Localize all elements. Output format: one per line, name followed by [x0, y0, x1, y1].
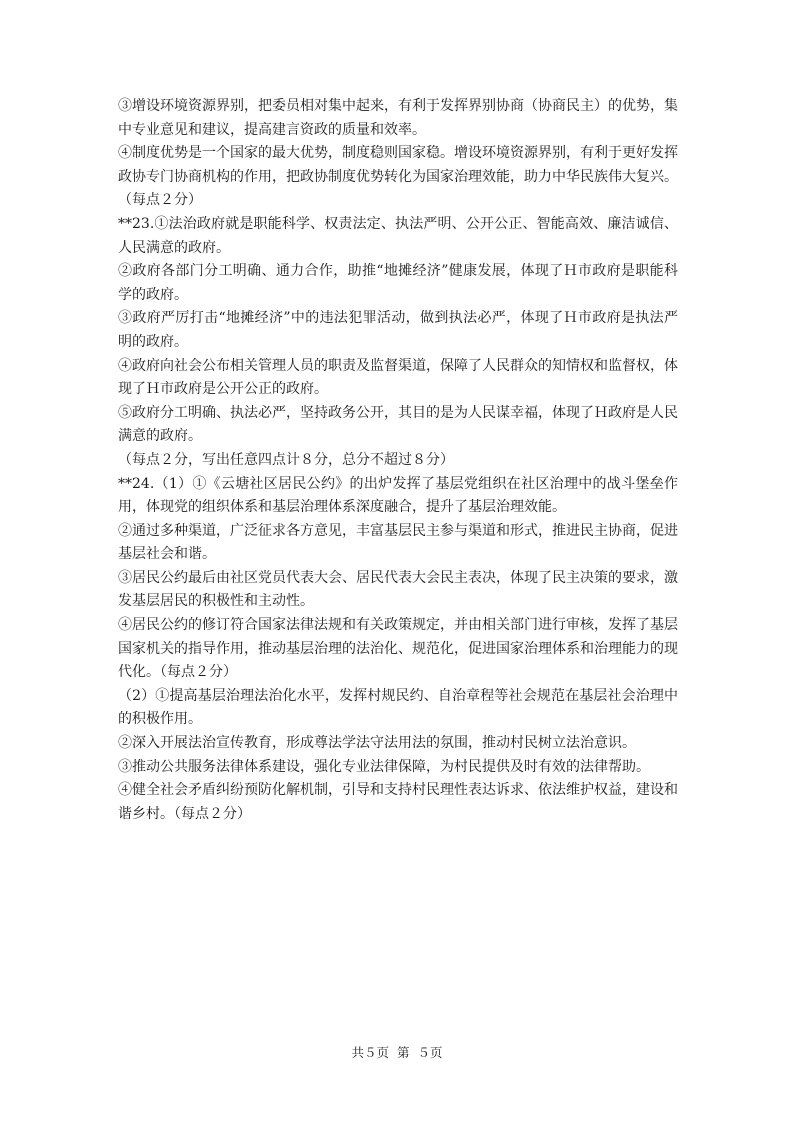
answer-paragraph: ⑤政府分工明确、执法必严，坚持政务公开，其目的是为人民谋幸福，体现了Ｈ政府是人民满意的政府。: [118, 404, 678, 445]
answer-paragraph: （2）①提高基层治理法治化水平，发挥村规民约、自治章程等社会规范在基层社会治理中的积极作用。: [118, 687, 678, 728]
answer-paragraph: ③增设环境资源界别，把委员相对集中起来，有利于发挥界别协商（协商民主）的优势，集中专业意见和建议，提高建言资政的质量和效率。: [118, 98, 678, 138]
answer-paragraph: ③政府严厉打击“地摊经济”中的违法犯罪活动，做到执法必严，体现了Ｈ市政府是执法严明的政府。: [118, 310, 678, 350]
answer-paragraph: **23.①法治政府就是职能科学、权责法定、执法严明、公开公正、智能高效、廉洁诚信、人民满意的政府。: [118, 215, 678, 256]
answer-paragraph: ③推动公共服务法律体系建设，强化专业法律保障，为村民提供及时有效的法律帮助。: [118, 758, 650, 775]
answer-paragraph: ②政府各部门分工明确、通力合作，助推“地摊经济”健康发展，体现了Ｈ市政府是职能科学的政府。: [118, 263, 678, 303]
answer-paragraph: ④政府向社会公布相关管理人员的职责及监督渠道，保障了人民群众的知情权和监督权，体现了Ｈ市政府是公开公正的政府。: [118, 357, 678, 398]
answer-paragraph: ③居民公约最后由社区党员代表大会、居民代表大会民主表决，体现了民主决策的要求，激发基层居民的积极性和主动性。: [118, 569, 678, 610]
answer-paragraph: ④健全社会矛盾纠纷预防化解机制，引导和支持村民理性表达诉求、依法维护权益，建设和谐乡村。（每点２分）: [118, 782, 678, 822]
answer-paragraph: **24.（1）①《云塘社区居民公约》的出炉发挥了基层党组织在社区治理中的战斗堡垒作用，体现党的组织体系和基层治理体系深度融合，提升了基层治理效能。: [118, 475, 678, 516]
page-footer: 共５页 第 ５页: [351, 1045, 443, 1060]
answer-paragraph: （每点２分，写出任意四点计８分，总分不超过８分）: [118, 451, 454, 468]
answer-paragraph: ②深入开展法治宣传教育，形成尊法学法守法用法的氛围，推动村民树立法治意识。: [118, 735, 636, 752]
answer-paragraph: ④居民公约的修订符合国家法律法规和有关政策规定，并由相关部门进行审核，发挥了基层国家机关的指导作用，推动基层治理的法治化、规范化，促进国家治理体系和治理能力的现代化。（每点２分）: [118, 617, 678, 681]
answer-paragraph: ④制度优势是一个国家的最大优势，制度稳则国家稳。增设环境资源界别，有利于更好发挥政协专门协商机构的作用，把政协制度优势转化为国家治理效能，助力中华民族伟大复兴。（每点２分）: [118, 145, 678, 209]
answer-content: [118, 95, 678, 826]
answer-paragraph: ②通过多种渠道，广泛征求各方意见，丰富基层民主参与渠道和形式，推进民主协商，促进基层社会和谐。: [118, 522, 678, 563]
